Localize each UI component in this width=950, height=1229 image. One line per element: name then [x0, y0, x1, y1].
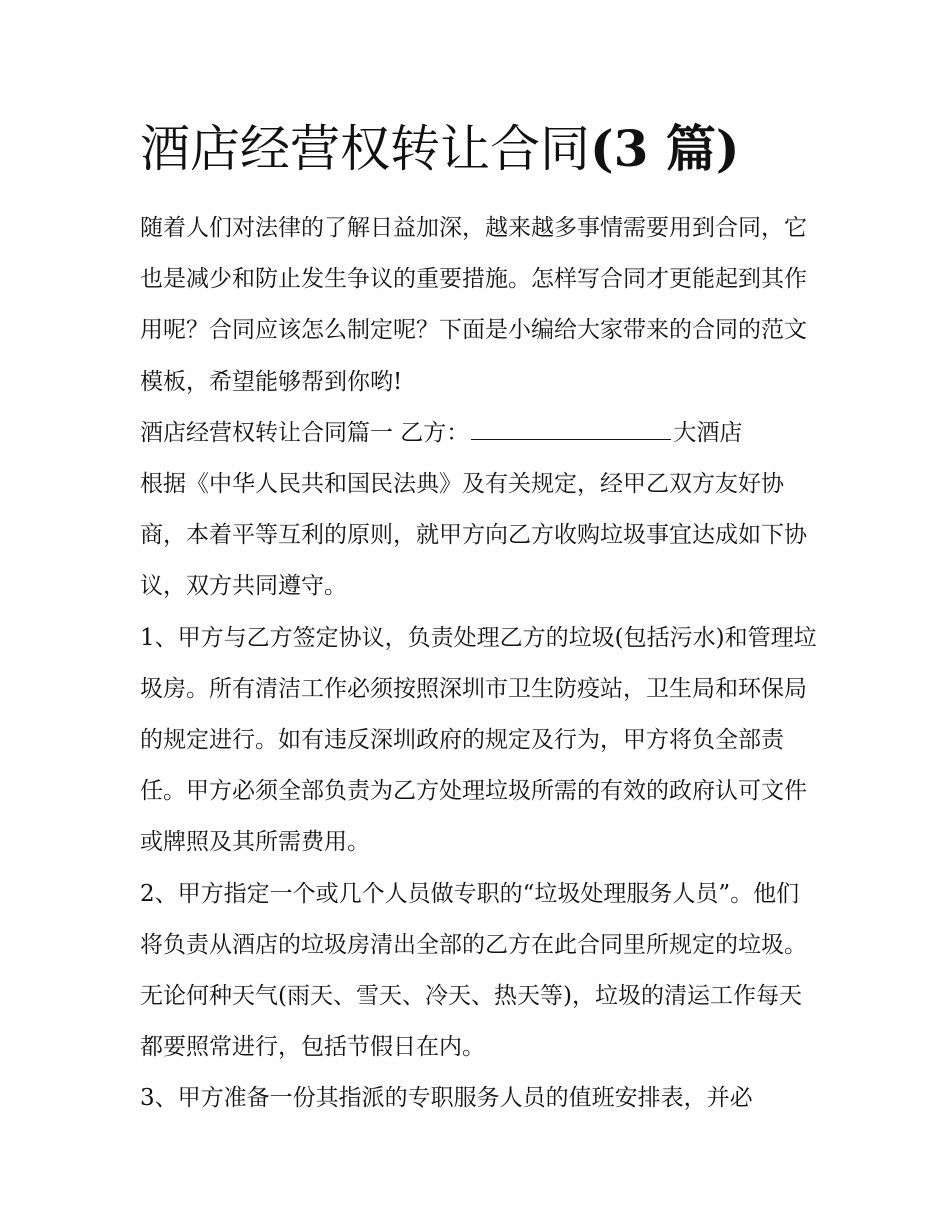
clause-2: 2、甲方指定一个或几个人员做专职的“垃圾处理服务人员”。他们将负责从酒店的垃圾房清出全部的乙方在此合同里所规定的垃圾。无论何种天气(雨天、雪天、冷天、热天等)，垃圾的清运工作每天都要照常进行，包括节假日在内。	[140, 880, 807, 1061]
title-main: 酒店经营权转让合同	[140, 120, 590, 178]
intro-paragraph: 随着人们对法律的了解日益加深，越来越多事情需要用到合同，它也是减少和防止发生争议的重要措施。怎样写合同才更能起到其作用呢？合同应该怎么制定呢？下面是小编给大家带来的合同的范文模板，希望能够帮到你哟!	[140, 215, 807, 395]
clause-3: 3、甲方准备一份其指派的专职服务人员的值班安排表，并必	[140, 1085, 753, 1112]
section1-heading	[140, 408, 820, 459]
title-suffix: (3 篇)	[590, 119, 740, 178]
clause-1: 1、甲方与乙方签定协议，负责处理乙方的垃圾(包括污水)和管理垃圾房。所有清洁工作必须按照深圳市卫生防疫站，卫生局和环保局的规定进行。如有违反深圳政府的规定及行为，甲方将负全部责任。甲方必须全部负责为乙方处理垃圾所需的有效的政府认可文件或牌照及其所需费用。	[140, 624, 817, 856]
section1-heading-prefix: 酒店经营权转让合同篇一 乙方：	[140, 419, 470, 446]
document-title	[140, 120, 820, 178]
document-content	[140, 120, 820, 1125]
fill-in-blank	[471, 419, 671, 440]
document-body	[140, 203, 820, 1125]
section1-paragraph: 根据《中华人民共和国民法典》及有关规定，经甲乙双方友好协商，本着平等互利的原则，就甲方向乙方收购垃圾事宜达成如下协议，双方共同遵守。	[140, 471, 807, 600]
section1-heading-suffix: 大酒店	[673, 419, 743, 446]
